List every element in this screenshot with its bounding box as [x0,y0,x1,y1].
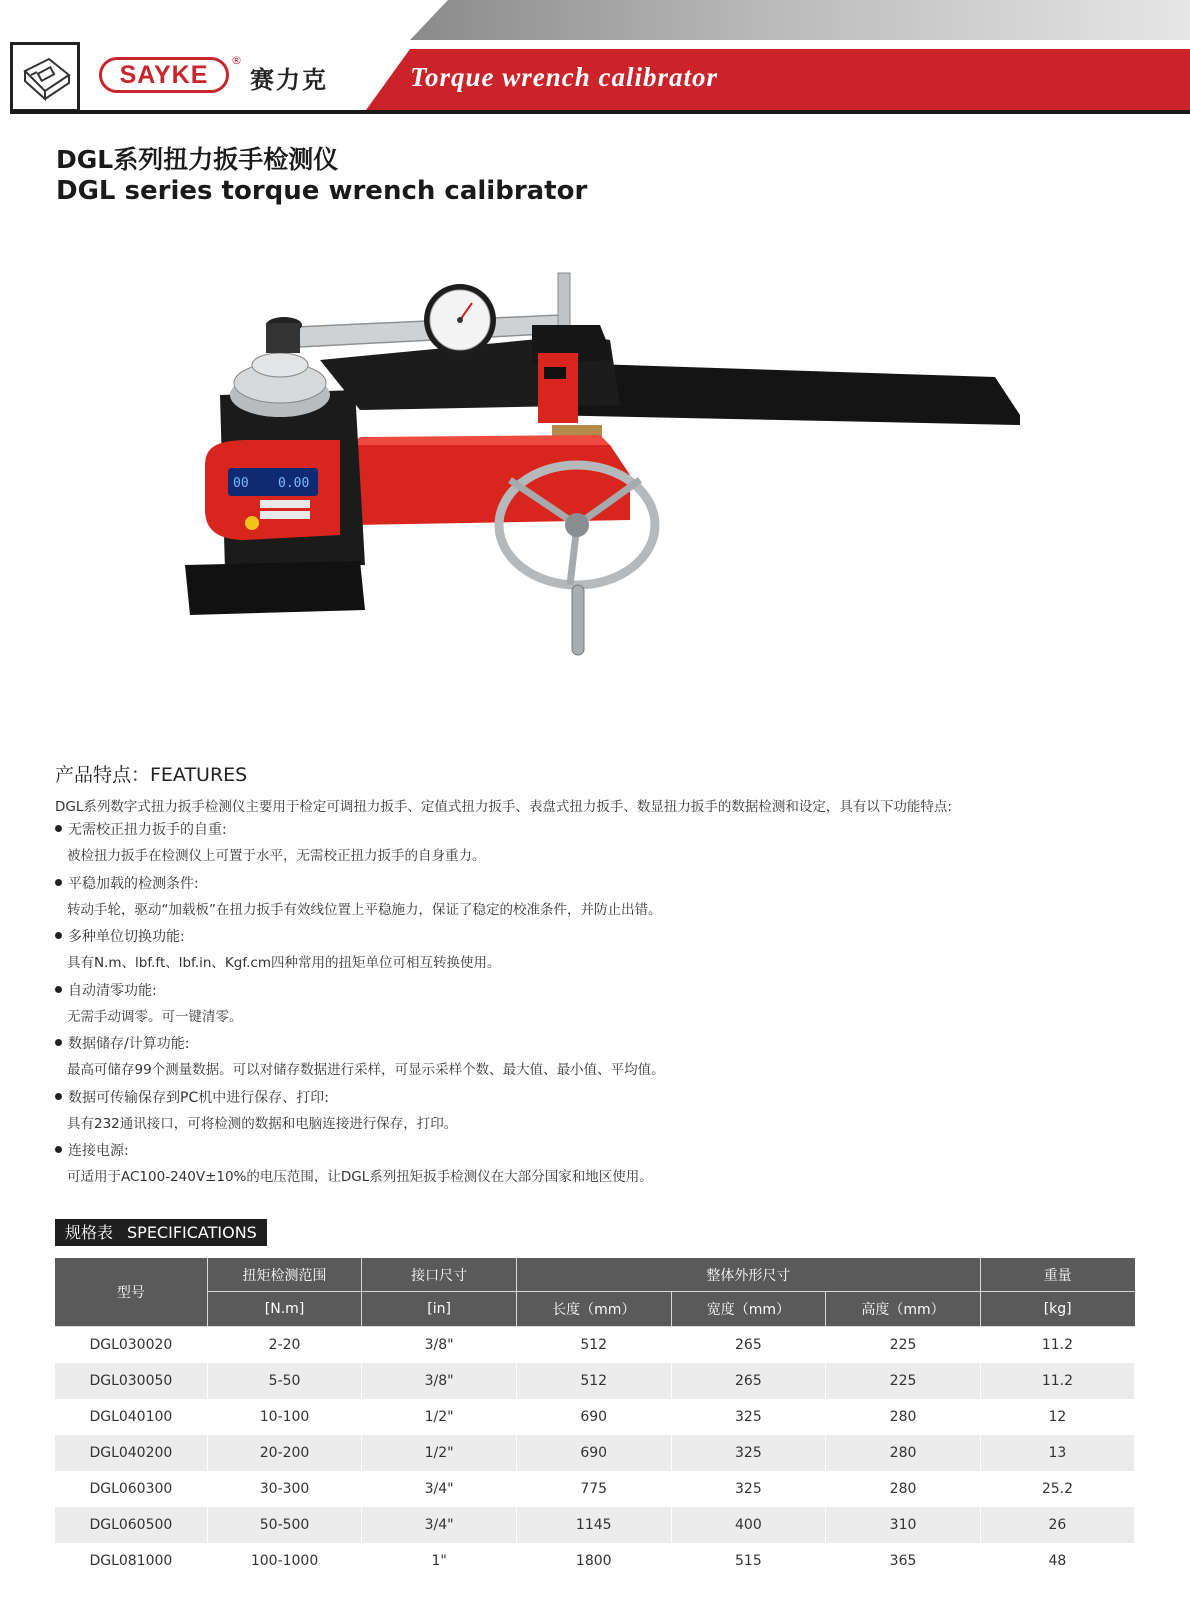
feature-item [55,1085,1155,1139]
feature-title: 自动清零功能: [68,982,157,999]
table-row [55,1327,1135,1364]
table-row [55,1435,1135,1471]
header-gray-band [410,0,1190,40]
feature-title: 数据可传输保存到PC机中进行保存、打印: [68,1089,329,1106]
cell-length: 1800 [516,1543,671,1579]
cell-range: 10-100 [207,1399,362,1435]
cell-length: 512 [516,1327,671,1364]
cell-weight: 13 [980,1435,1134,1471]
table-row [55,1471,1135,1507]
cell-length: 775 [516,1471,671,1507]
feature-title: 连接电源: [68,1143,129,1159]
feature-desc: 可适用于AC100-240V±10%的电压范围，让DGL系列扭矩扳手检测仪在大部分国家和地区使用。 [67,1169,653,1185]
feature-desc: 被检扭力扳手在检测仪上可置于水平，无需校正扭力扳手的自身重力。 [67,848,486,864]
cell-range: 5-50 [207,1363,362,1399]
feature-item [55,1031,1155,1085]
col-header-range: 扭矩检测范围 [207,1258,362,1292]
cell-drive: 3/4" [362,1507,517,1543]
header-divider [10,110,1190,114]
feature-list [55,817,1155,1192]
bullet-icon [55,1093,62,1100]
table-row [55,1399,1135,1435]
cell-range: 20-200 [207,1435,362,1471]
cell-model: DGL040100 [55,1399,207,1435]
cell-width: 325 [671,1471,826,1507]
cell-length: 690 [516,1435,671,1471]
cell-weight: 11.2 [980,1363,1134,1399]
cell-weight: 25.2 [980,1471,1134,1507]
cell-model: DGL040200 [55,1435,207,1471]
cell-range: 2-20 [207,1327,362,1364]
cell-height: 280 [826,1435,981,1471]
cell-length: 1145 [516,1507,671,1543]
cell-weight: 12 [980,1399,1134,1435]
cell-height: 365 [826,1543,981,1579]
col-header-model: 型号 [55,1258,207,1327]
specs-heading-en: SPECIFICATIONS [127,1223,257,1242]
col-header-drive: 接口尺寸 [362,1258,517,1292]
cell-drive: 3/4" [362,1471,517,1507]
cell-model: DGL030020 [55,1327,207,1364]
cell-width: 325 [671,1435,826,1471]
table-row [55,1507,1135,1543]
cell-model: DGL060500 [55,1507,207,1543]
specs-heading-cn: 规格表 [65,1223,114,1242]
table-row [55,1543,1135,1579]
feature-title: 数据储存/计算功能: [68,1036,190,1052]
feature-title: 多种单位切换功能: [68,929,185,945]
bullet-icon [55,986,62,993]
col-header-dims: 整体外形尺寸 [516,1258,980,1292]
feature-desc: 转动手轮，驱动“加载板”在扭力扳手有效线位置上平稳施力，保证了稳定的校准条件，并防止出错。 [67,901,662,918]
feature-desc: 最高可储存99个测量数据。可以对储存数据进行采样，可显示采样个数、最大值、最小值、平均值。 [67,1062,665,1078]
cell-width: 265 [671,1327,826,1364]
col-header-height: 高度（mm） [826,1292,981,1327]
cell-drive: 1/2" [362,1435,517,1471]
col-header-range-unit: [N.m] [207,1292,362,1327]
feature-desc: 无需手动调零。可一键清零。 [67,1008,243,1025]
feature-desc: 具有232通讯接口，可将检测的数据和电脑连接进行保存，打印。 [67,1115,458,1132]
cell-model: DGL060300 [55,1471,207,1507]
col-header-drive-unit: [in] [362,1292,517,1327]
bullet-icon [55,1146,62,1153]
specs-table [55,1258,1135,1579]
cell-width: 515 [671,1543,826,1579]
cell-drive: 1/2" [362,1399,517,1435]
feature-item [55,817,1155,871]
banner-title: Torque wrench calibrator [410,62,719,92]
cell-weight: 11.2 [980,1327,1134,1364]
feature-item [55,1138,1155,1192]
bullet-icon [55,1039,62,1046]
feature-desc: 具有N.m、lbf.ft、lbf.in、Kgf.cm四种常用的扭矩单位可相互转换使用。 [67,955,501,971]
feature-item [55,871,1155,925]
cell-model: DGL030050 [55,1363,207,1399]
cell-height: 225 [826,1363,981,1399]
cell-height: 280 [826,1399,981,1435]
bullet-icon [55,879,62,886]
features-heading: 产品特点：FEATURES [55,764,248,786]
product-image [160,265,1040,685]
bullet-icon [55,932,62,939]
brand-logo: SAYKE [99,57,229,93]
device-logo-icon [10,42,80,112]
col-header-width: 宽度（mm） [671,1292,826,1327]
feature-item [55,924,1155,978]
page-title-en: DGL series torque wrench calibrator [56,176,588,206]
specs-heading [55,1219,267,1246]
cell-drive: 3/8" [362,1327,517,1364]
col-header-weight: 重量 [980,1258,1134,1292]
display-left-value: 00 [233,476,249,491]
bullet-icon [55,825,62,832]
cell-range: 100-1000 [207,1543,362,1579]
cell-length: 690 [516,1399,671,1435]
cell-width: 325 [671,1399,826,1435]
cell-weight: 48 [980,1543,1134,1579]
brand-name-cn: 赛力克 [250,65,328,94]
cell-range: 50-500 [207,1507,362,1543]
display-right-value: 0.00 [278,476,310,491]
col-header-weight-unit: [kg] [980,1292,1134,1327]
table-row [55,1363,1135,1399]
registered-mark: ® [231,54,242,67]
cell-model: DGL081000 [55,1543,207,1579]
feature-item [55,978,1155,1032]
cell-length: 512 [516,1363,671,1399]
cell-drive: 3/8" [362,1363,517,1399]
features-intro: DGL系列数字式扭力扳手检测仪主要用于检定可调扭力扳手、定值式扭力扳手、表盘式扭力扳手、数显扭力扳手的数据检测和设定，具有以下功能特点: [55,799,952,815]
cell-height: 280 [826,1471,981,1507]
cell-width: 265 [671,1363,826,1399]
cell-height: 310 [826,1507,981,1543]
page-title-cn: DGL系列扭力扳手检测仪 [56,145,339,174]
feature-title: 平稳加载的检测条件: [68,875,199,892]
cell-weight: 26 [980,1507,1134,1543]
feature-title: 无需校正扭力扳手的自重: [68,822,227,838]
cell-width: 400 [671,1507,826,1543]
cell-height: 225 [826,1327,981,1364]
cell-range: 30-300 [207,1471,362,1507]
col-header-length: 长度（mm） [516,1292,671,1327]
cell-drive: 1" [362,1543,517,1579]
